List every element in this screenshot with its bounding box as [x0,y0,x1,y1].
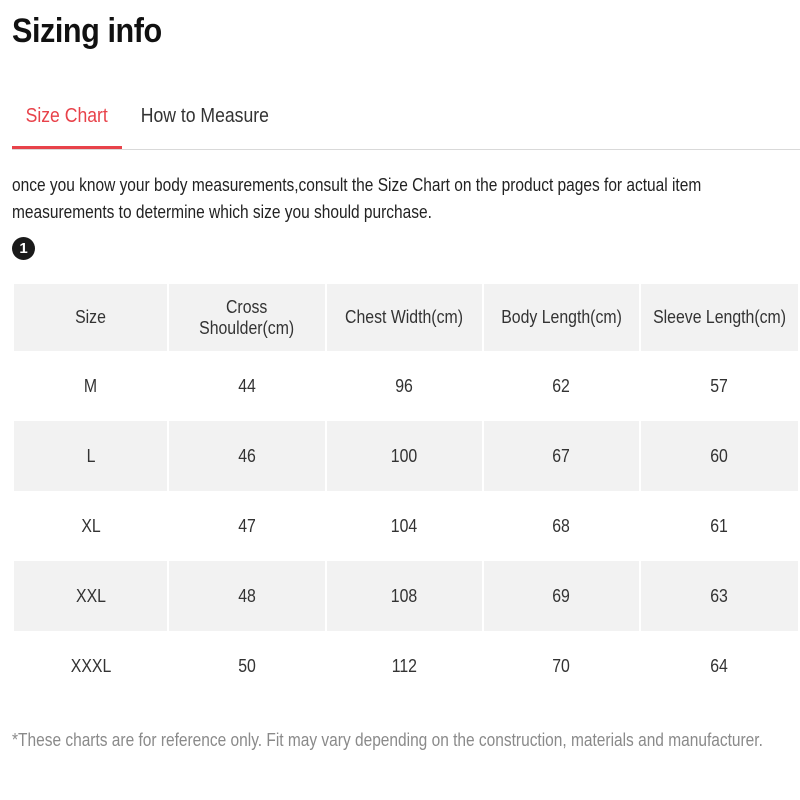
intro-text-content: once you know your body measurements,consult the Size Chart on the product pages for actual item measurements to determine which size you should purchase. [12,175,702,222]
table-cell: 62 [552,375,571,396]
table-cell: 63 [641,561,798,631]
table-cell: XXXL [70,655,111,676]
tab-how-to-measure-label: How to Measure [140,105,270,127]
table-cell: 44 [238,375,256,396]
table-cell: 61 [710,515,729,536]
disclaimer-footnote: *These charts are for reference only. Fit may vary depending on the construction, materials and manufacturer. [12,730,763,750]
table-cell: 96 [395,375,414,396]
table-cell: 60 [641,421,798,491]
table-cell: 50 [238,655,256,676]
table-cell: M [84,375,98,396]
tab-size-chart-label: Size Chart [25,105,109,127]
table-cell: 64 [710,655,729,676]
table-cell: 70 [552,655,571,676]
tab-bar [12,92,800,150]
table-row [14,421,798,491]
table-cell: 108 [327,561,482,631]
table-row [14,561,798,631]
table-cell: 112 [391,655,417,676]
table-cell: L [14,421,167,491]
header-body-length: Body Length(cm) [484,284,639,351]
table-cell: 67 [484,421,639,491]
step-number-badge: 1 [12,237,35,260]
table-row [14,491,798,561]
header-cross-shoulder: Cross Shoulder(cm) [169,284,324,351]
intro-text [12,172,752,226]
table-cell: 48 [169,561,324,631]
table-header-row [14,284,798,351]
tab-size-chart[interactable] [12,92,122,149]
tab-how-to-measure[interactable] [130,92,280,148]
table-cell: 104 [391,515,418,536]
table-cell: 68 [552,515,571,536]
table-row [14,631,798,701]
table-cell: 100 [327,421,482,491]
table-cell: 69 [484,561,639,631]
header-sleeve-length: Sleeve Length(cm) [641,284,798,351]
table-cell: 57 [710,375,729,396]
size-chart-table [12,284,800,701]
page-title: Sizing info [12,12,162,50]
table-row [14,351,798,421]
table-cell: 47 [238,515,256,536]
table-cell: 46 [169,421,324,491]
table-cell: XXL [14,561,167,631]
table-cell: XL [81,515,101,536]
header-size: Size [14,284,167,351]
header-chest-width: Chest Width(cm) [327,284,482,351]
